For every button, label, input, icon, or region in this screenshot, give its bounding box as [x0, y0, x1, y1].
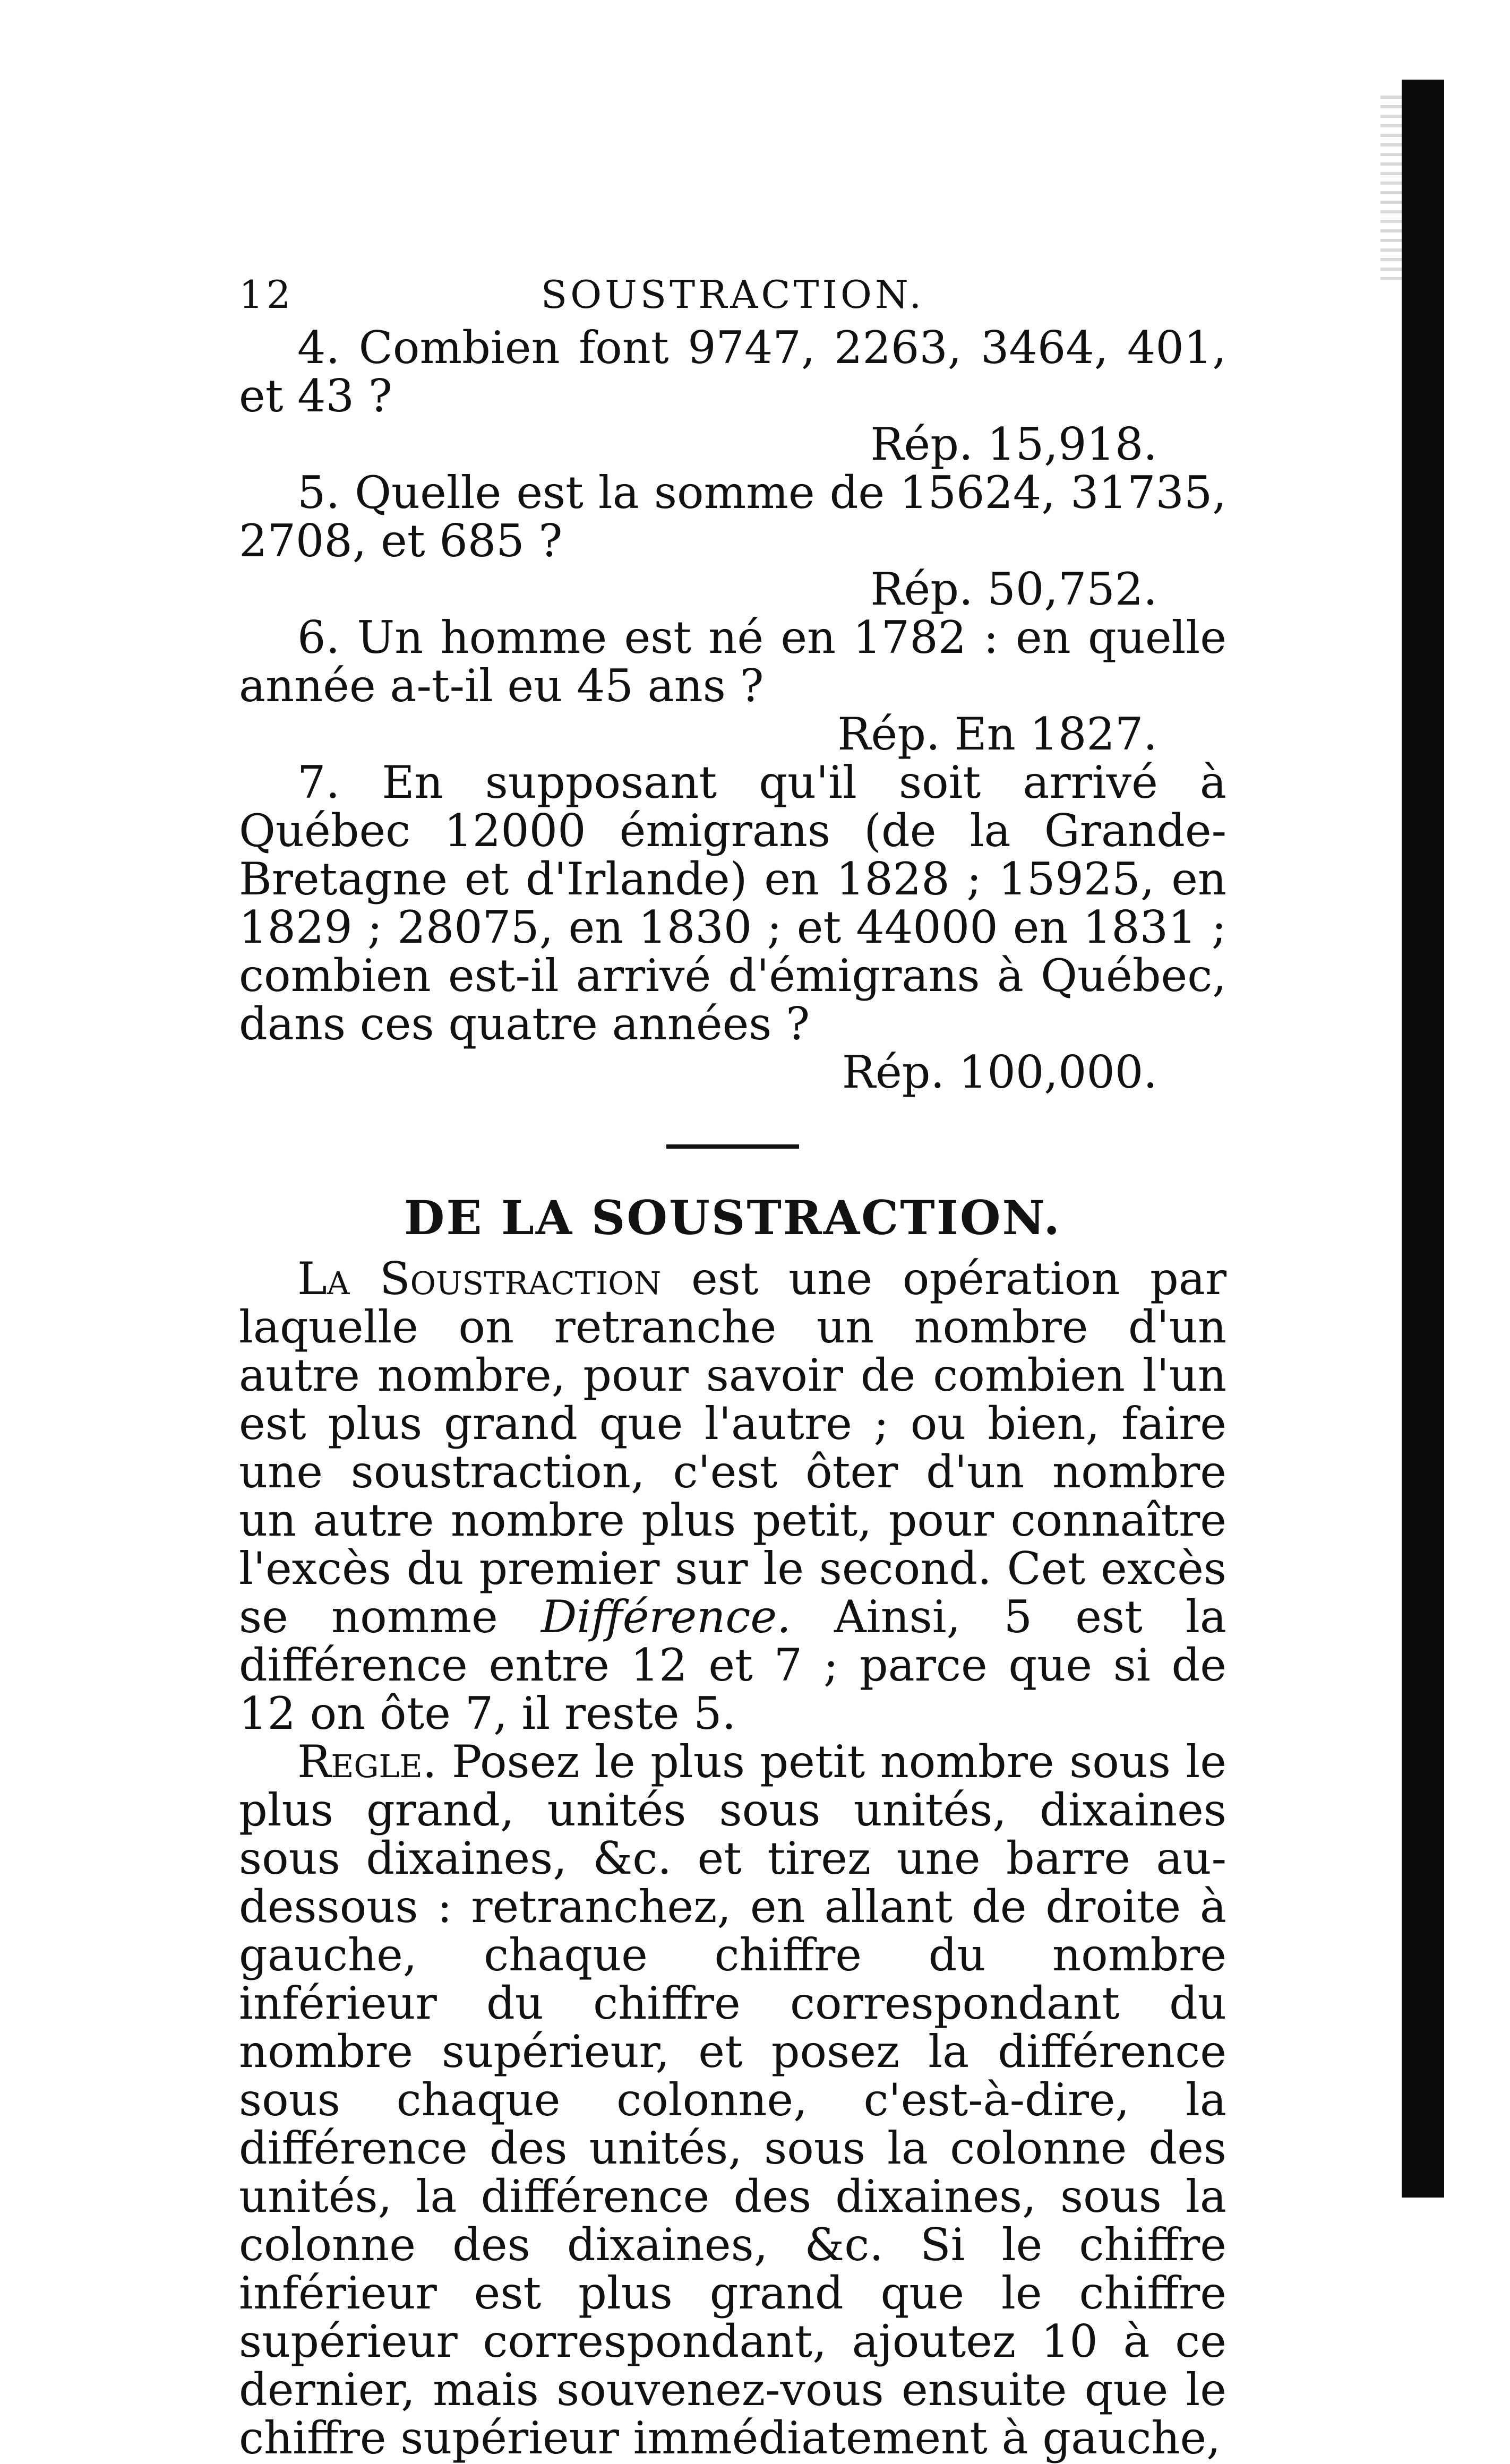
- rule-text: Posez le plus petit nombre sous le plus grand, unités sous unités, dixaines sous dixaines, &c. et tirez une barre au-dessous : retranchez, en allant de droite à gauche, chaque chiffre du nombre inférieur du chiffre correspondant du nombre supérieur, et posez la différence sous chaque colonne, c'est-à-dire, la différence des unités, sous la colonne des unités, la différence des dixaines, sous la colonne des dixaines, &c. Si le chiffre inférieur est plus grand que le chiffre supérieur correspondant, ajoutez 10 à ce dernier, mais souvenez-vous ensuite que le chiffre supérieur immédiatement à gauche,: [239, 1736, 1226, 2464]
- exercise-6-question: 6. Un homme est né en 1782 : en quelle année a-t-il eu 45 ans ?: [239, 611, 1226, 712]
- exercise-5-answer: Rép. 50,752.: [870, 563, 1157, 615]
- running-title: SOUSTRACTION.: [540, 272, 925, 317]
- definition-paragraph: [239, 1255, 1226, 1738]
- page-number: 12: [239, 272, 294, 317]
- section-title: DE LA SOUSTRACTION.: [404, 1190, 1061, 1245]
- scan-edge-noise: [1380, 96, 1402, 287]
- exercise-5-question: 5. Quelle est la somme de 15624, 31735, 2708, et 685 ?: [239, 467, 1226, 567]
- rule-label: Regle.: [297, 1736, 437, 1788]
- exercise-7-question: 7. En supposant qu'il soit arrivé à Québec 12000 émigrans (de la Grande-Bretagne et d'Irlande) en 1828 ; 15925, en 1829 ; 28075, en 1830 ; et 44000 en 1831 ; combien est-il arrivé d'émigrans à Québec, dans ces quatre années ?: [239, 756, 1226, 1050]
- section-divider: [666, 1144, 799, 1149]
- page-header: [239, 265, 1226, 324]
- definition-emphasis: Différence.: [540, 1591, 791, 1643]
- exercise-7-answer: Rép. 100,000.: [842, 1046, 1157, 1098]
- rule-paragraph: [239, 1738, 1226, 2462]
- scan-edge-shadow: [1402, 80, 1444, 2198]
- definition-example: Ainsi, 5 est la différence entre 12 et 7 ; parce que si de 12 on ôte 7, il reste 5.: [239, 1591, 1226, 1739]
- exercise-4-question: 4. Combien font 9747, 2263, 3464, 401, et 43 ?: [239, 322, 1226, 422]
- definition-term: La Soustraction: [297, 1253, 662, 1305]
- exercise-4-answer: Rép. 15,918.: [870, 418, 1157, 470]
- definition-text: est une opération par laquelle on retranche un nombre d'un autre nombre, pour savoir de combien l'un est plus grand que l'autre ; ou bien, faire une soustraction, c'est ôter d'un nombre un autre nombre plus petit, pour connaître l'excès du premier sur le second. Cet excès se nomme: [239, 1253, 1226, 1643]
- page-content: [239, 265, 1226, 2462]
- exercise-6-answer: Rép. En 1827.: [837, 708, 1157, 760]
